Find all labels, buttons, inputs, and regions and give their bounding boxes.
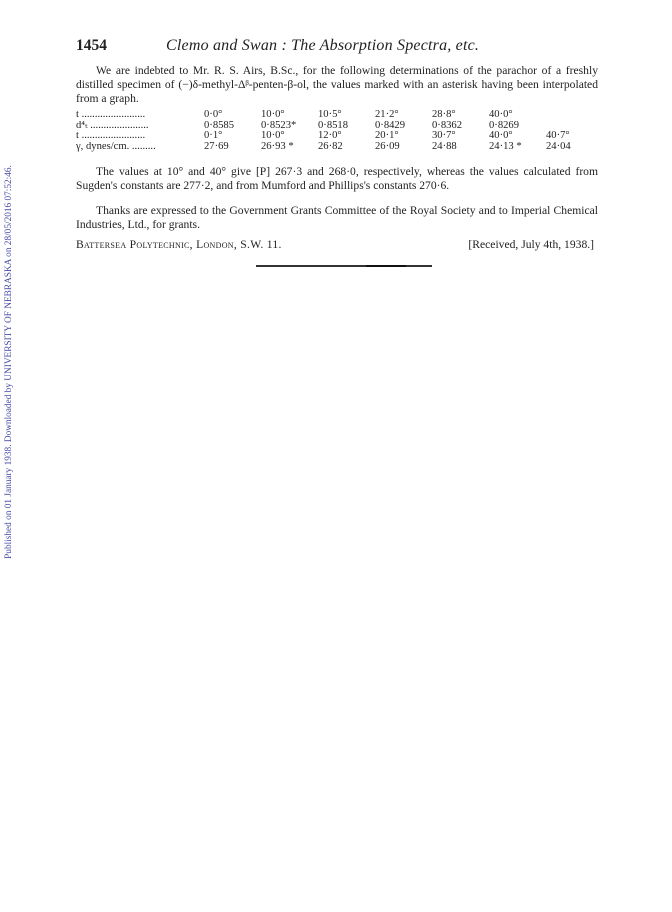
table-cell: 26·09 [375, 140, 400, 152]
table-cell: 0·8269 [489, 119, 520, 131]
parachor-data-table [76, 110, 603, 152]
page-number: 1454 [76, 37, 107, 54]
end-rule [256, 265, 432, 267]
row-label: t ........................ [76, 130, 146, 141]
table-cell: 0·8429 [375, 119, 406, 131]
table-cell: 10·5° [318, 109, 342, 120]
table-cell: 27·69 [204, 140, 229, 152]
table-cell: 28·8° [432, 109, 456, 120]
affiliation: Battersea Polytechnic, London, S.W. 11. [76, 238, 282, 251]
table-cell: 40·0° [489, 130, 513, 141]
table-row [76, 110, 603, 121]
table-row [76, 142, 603, 153]
download-watermark [0, 102, 18, 622]
table-cell: 21·2° [375, 109, 399, 120]
table-cell: 0·0° [204, 109, 223, 120]
table-cell: 0·8518 [318, 119, 349, 131]
row-label: t ........................ [76, 109, 146, 120]
grants-paragraph: Thanks are expressed to the Government Grants Committee of the Royal Society and to Imperial Chemical Industries, Ltd., for grants. [76, 204, 598, 231]
table-cell: 0·8362 [432, 119, 463, 131]
table-cell: 12·0° [318, 130, 342, 141]
table-cell: 20·1° [375, 130, 399, 141]
table-cell: 26·82 [318, 140, 343, 152]
table-cell: 10·0° [261, 130, 285, 141]
table-cell: 24·13 * [489, 140, 522, 152]
table-cell: 40·0° [489, 109, 513, 120]
table-cell: 0·8585 [204, 119, 235, 131]
table-cell: 24·04 [546, 140, 571, 152]
download-watermark-text: Published on 01 January 1938. Downloaded by UNIVERSITY OF NEBRASKA on 28/05/2016 07:52:46. [4, 165, 15, 559]
table-cell: 40·7° [546, 130, 570, 141]
table-cell [546, 110, 603, 121]
table-cell: 0·8523* [261, 119, 297, 131]
acknowledgement-paragraph: We are indebted to Mr. R. S. Airs, B.Sc., for the following determinations of the parachor of a freshly distilled specimen of (−)δ-methyl-Δᵝ-penten-β-ol, the values marked with an asterisk having been interpolated from a graph. [76, 64, 598, 105]
row-label: γ, dynes/cm. ......... [76, 140, 156, 152]
row-label: d⁴ₜ ...................... [76, 119, 149, 131]
page-header [76, 37, 596, 57]
table-cell: 30·7° [432, 130, 456, 141]
table-row [76, 131, 603, 142]
table-cell: 24·88 [432, 140, 457, 152]
table-cell: 26·93 * [261, 140, 294, 152]
running-title: Clemo and Swan : The Absorption Spectra, etc. [166, 37, 480, 54]
received-date: [Received, July 4th, 1938.] [468, 238, 594, 251]
table-cell: 10·0° [261, 109, 285, 120]
table-cell: 0·1° [204, 130, 223, 141]
parachor-note-paragraph: The values at 10° and 40° give [P] 267·3 and 268·0, respectively, whereas the values calculated from Sugden's constants are 277·2, and from Mumford and Phillips's constants 270·6. [76, 165, 598, 192]
